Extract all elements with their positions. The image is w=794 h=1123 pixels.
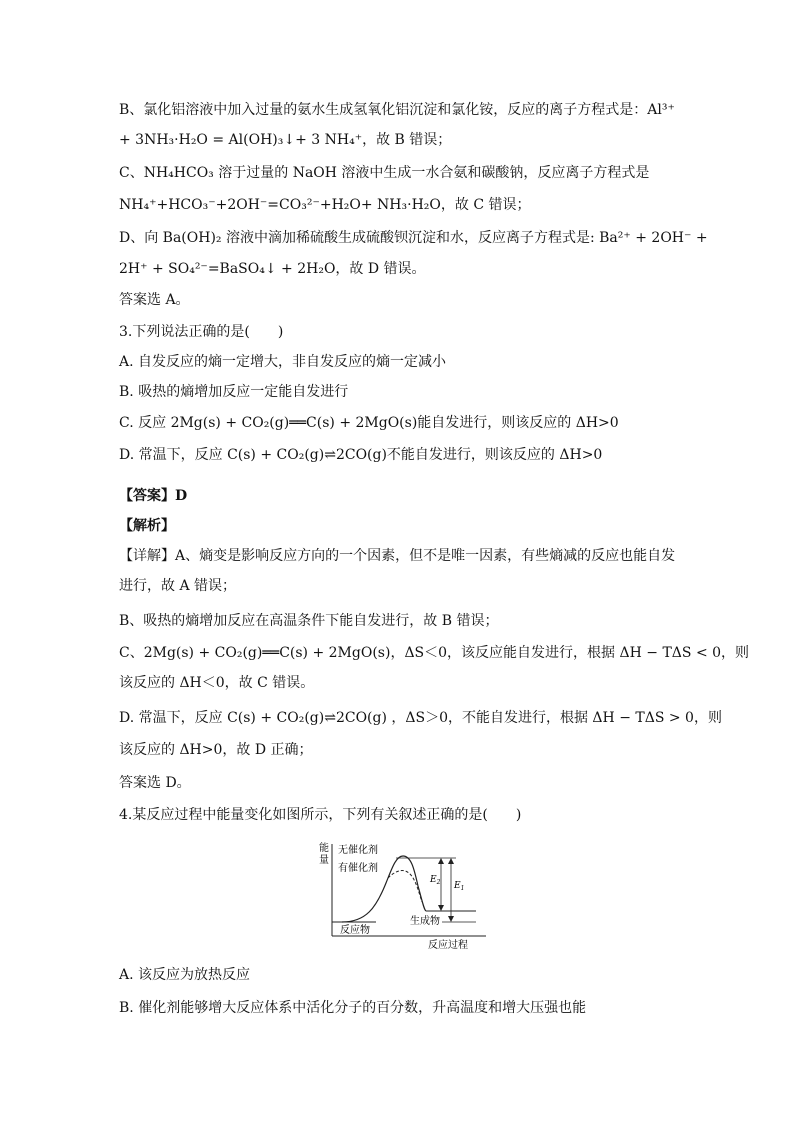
detail-b: B、吸热的熵增加反应在高温条件下能自发进行，故 B 错误； <box>119 613 499 629</box>
detail-d-1: D. 常温下，反应 C(s) + CO₂(g)⇌2CO(g) ，ΔS＞0，不能自发进行，根据 ΔH − TΔS > 0，则 <box>119 710 722 726</box>
detail-d-2: 该反应的 ΔH>0，故 D 正确； <box>119 742 313 758</box>
y-axis-label-1: 能 <box>319 843 329 854</box>
e2-arrow-head-top <box>438 858 444 864</box>
q3-option-a: A. 自发反应的熵一定增大，非自发反应的熵一定减小 <box>119 354 447 370</box>
detail-a-1: 【详解】A、熵变是影响反应方向的一个因素，但不是唯一因素，有些熵减的反应也能自发 <box>119 548 676 564</box>
e2-letter: E <box>430 875 437 885</box>
b-line-2: + 3NH₃·H₂O = Al(OH)₃↓+ 3 NH₄⁺，故 B 错误； <box>119 132 452 148</box>
q3-stem: 3.下列说法正确的是( ) <box>119 324 284 340</box>
detail-c-2: 该反应的 ΔH＜0，故 C 错误。 <box>119 675 315 691</box>
no-catalyst-label: 无催化剂 <box>338 845 378 856</box>
q3-option-b: B. 吸热的熵增加反应一定能自发进行 <box>119 384 349 400</box>
q3-analysis: 【解析】 <box>119 518 175 534</box>
e1-subscript: 1 <box>460 885 465 892</box>
e2-arrow-head-bottom <box>438 905 444 911</box>
b-line-1: B、氯化铝溶液中加入过量的氨水生成氢氧化铝沉淀和氯化铵，反应的离子方程式是：Al³⁺ <box>119 102 675 118</box>
product-label: 生成物 <box>410 916 440 927</box>
q3-answer: 【答案】D <box>119 488 188 504</box>
e1-letter: E <box>454 881 461 891</box>
q3-option-c: C. 反应 2Mg(s) + CO₂(g)══C(s) + 2MgO(s)能自发进行，则该反应的 ΔH>0 <box>119 415 619 431</box>
e2-subscript: 2 <box>436 879 441 886</box>
e1-arrow-head-top <box>448 858 454 864</box>
e1-label <box>453 881 464 892</box>
e2-label <box>429 875 441 886</box>
q4-option-a: A. 该反应为放热反应 <box>119 967 251 983</box>
q3-option-d: D. 常温下，反应 C(s) + CO₂(g)⇌2CO(g)不能自发进行，则该反应的 ΔH>0 <box>119 447 603 463</box>
e1-arrow-head-bottom <box>448 916 454 922</box>
x-axis-label: 反应过程 <box>428 940 468 950</box>
detail-c-1: C、2Mg(s) + CO₂(g)══C(s) + 2MgO(s)，ΔS＜0，该反应能自发进行，根据 ΔH − TΔS < 0，则 <box>119 645 750 661</box>
with-catalyst-curve <box>388 871 422 902</box>
d-line-1: D、向 Ba(OH)₂ 溶液中滴加稀硫酸生成硫酸钡沉淀和水，反应离子方程式是: Ba²⁺ + 2OH⁻ + <box>119 230 708 246</box>
detail-a-2: 进行，故 A 错误； <box>119 578 237 594</box>
c-line-2: NH₄⁺+HCO₃⁻+2OH⁻=CO₃²⁻+H₂O+ NH₃·H₂O，故 C 错误； <box>119 197 531 213</box>
energy-diagram <box>316 838 496 950</box>
answer-3: 答案选 D。 <box>119 775 191 791</box>
y-axis-label-2: 量 <box>319 855 329 866</box>
with-catalyst-label: 有催化剂 <box>338 863 378 874</box>
q4-option-b: B. 催化剂能够增大反应体系中活化分子的百分数，升高温度和增大压强也能 <box>119 1000 587 1016</box>
c-line-1: C、NH₄HCO₃ 溶于过量的 NaOH 溶液中生成一水合氨和碳酸钠，反应离子方程式是 <box>119 165 650 181</box>
reactant-label: 反应物 <box>340 925 370 936</box>
d-line-2: 2H⁺ + SO₄²⁻=BaSO₄↓ + 2H₂O，故 D 错误。 <box>119 261 426 277</box>
answer-2: 答案选 A。 <box>119 292 190 308</box>
q4-stem: 4.某反应过程中能量变化如图所示，下列有关叙述正确的是( ) <box>119 807 522 823</box>
